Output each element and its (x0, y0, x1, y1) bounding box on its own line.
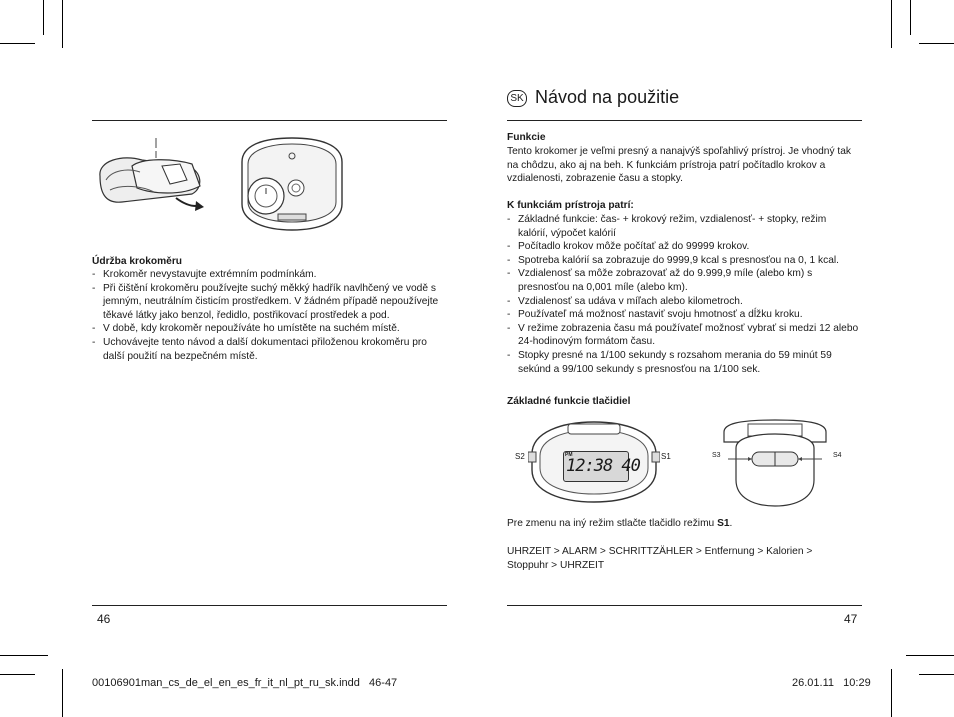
mode-sequence (507, 545, 859, 572)
mode-button-name: S1 (717, 518, 730, 529)
features-list (507, 213, 859, 376)
s2-label: S2 (515, 452, 525, 461)
bottom-rule-right (507, 605, 862, 606)
slug-filename: 00106901man_cs_de_el_en_es_fr_it_nl_pt_ru_sk.indd 46-47 (92, 677, 398, 689)
pedometer-top-illustration (718, 418, 832, 508)
list-item: - Používateľ má možnosť nastaviť svoju hmotnosť a dĺžku kroku. (507, 308, 859, 322)
sequence-line: UHRZEIT > ALARM > SCHRITTZÄHLER > Entfernung > Kalorien > (507, 546, 813, 557)
top-rule-left (92, 120, 447, 121)
s4-label: S4 (833, 452, 842, 459)
language-badge: SK (507, 90, 527, 107)
crop-mark (910, 0, 911, 35)
mode-text-end: . (729, 518, 733, 529)
pm-indicator: PM (565, 452, 573, 458)
crop-mark (0, 655, 48, 656)
list-item: - Spotreba kalórií sa zobrazuje do 9999,9 kcal s presnosťou na 0, 1 kcal. (507, 254, 859, 268)
maintenance-list (92, 268, 449, 363)
slug-date: 26.01.11 10:29 (792, 677, 871, 689)
list-item: - Krokoměr nevystavujte extrémním podmínkám. (92, 268, 449, 282)
list-item: - Základné funkcie: čas- + krokový režim, vzdialenosť- + stopky, režim kalórií, výpočet kalórií (507, 213, 859, 240)
crop-mark (0, 674, 35, 675)
crop-mark (62, 669, 63, 717)
buttons-heading: Základné funkcie tlačidiel (507, 396, 631, 407)
crop-mark (919, 674, 954, 675)
page-number-left: 46 (97, 612, 111, 626)
functions-heading: Funkcie (507, 132, 546, 143)
crop-mark (919, 43, 954, 44)
list-item: - Počítadlo krokov môže počítať až do 99999 krokov. (507, 240, 859, 254)
list-item: - Při čištění krokoměru používejte suchý měkký hadřík navlhčený ve vodě s jemným, neutrálním čisticím prostředkem. V žádném případě nepoužívejte těkavé látky jako benzol, ředidlo, postřikovací prostředek a pod. (92, 282, 449, 323)
maintenance-heading: Údržba krokoměru (92, 256, 183, 267)
crop-mark (0, 43, 35, 44)
page-title: Návod na použitie (535, 87, 680, 107)
list-item: - Stopky presné na 1/100 sekundy s rozsahom merania do 59 minút 59 sekúnd a 99/100 sekundy s presnosťou na 1/100 sek. (507, 349, 859, 376)
list-item: - V době, kdy krokoměr nepoužíváte ho umístěte na suchém místě. (92, 322, 449, 336)
s3-label: S3 (712, 452, 721, 459)
list-item: - Vzdialenosť sa môže zobrazovať až do 9.999,9 míle (alebo km) s presnosťou na 0,001 míle (alebo km). (507, 267, 859, 294)
lcd-time: 12:38 40 (566, 456, 640, 476)
bottom-rule-left (92, 605, 447, 606)
sequence-line: Stoppuhr > UHRZEIT (507, 559, 605, 571)
crop-mark (891, 669, 892, 717)
list-item: - Uchovávejte tento návod a další dokumentaci přiloženou krokoměru pro další použití na bezpečném místě. (92, 336, 449, 363)
belt-clip-illustration (92, 136, 207, 216)
mode-text: Pre zmenu na iný režim stlačte tlačidlo režimu (507, 518, 718, 529)
s1-label: S1 (661, 452, 671, 461)
crop-mark (43, 0, 44, 35)
mode-instruction (507, 517, 859, 531)
crop-mark (891, 0, 892, 48)
page-number-right: 47 (844, 612, 858, 626)
top-rule-right (507, 120, 862, 121)
battery-compartment-illustration (236, 134, 348, 234)
crop-mark (62, 0, 63, 48)
list-item: - V režime zobrazenia času má používateľ možnosť vybrať si medzi 12 alebo 24-hodinovým formátom času. (507, 322, 859, 349)
crop-mark (906, 655, 954, 656)
functions-text: Tento krokomer je veľmi presný a nanajvýš spoľahlivý prístroj. Je vhodný tak na chôdzu, ako aj na beh. K funkciám prístroja patrí počítadlo krokov a vzdialenosti, zobrazenie času a stopky. (507, 146, 851, 185)
list-item: - Vzdialenosť sa udáva v míľach alebo kilometroch. (507, 295, 859, 309)
features-heading: K funkciám prístroja patrí: (507, 200, 634, 211)
